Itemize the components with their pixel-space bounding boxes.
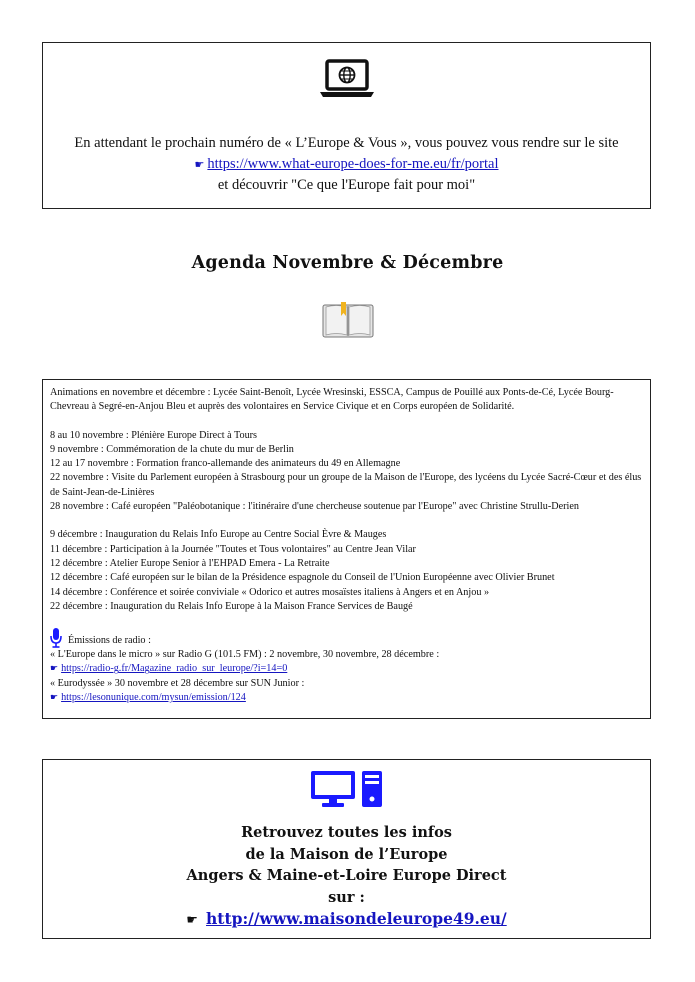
agenda-item: 22 novembre : Visite du Parlement européen à Strasbourg pour un groupe de la Maison de l'Europe, des lycéens du Lycée Sacré-Cœur et des élus de Saint-Jean-de-Linières (50, 472, 642, 498)
footer-box (42, 759, 651, 939)
agenda-item: 9 décembre : Inauguration du Relais Info Europe au Centre Social Èvre & Mauges (50, 529, 387, 541)
agenda-box (42, 379, 651, 719)
footer-link[interactable]: http://www.maisondeleurope49.eu/ (206, 909, 507, 928)
footer-line: sur : (328, 888, 365, 906)
agenda-item: 12 décembre : Café européen sur le bilan de la Présidence espagnole du Conseil de l'Union Européenne avec Olivier Brunet (50, 572, 555, 584)
radio-link[interactable]: https://lesonunique.com/mysun/emission/124 (61, 692, 246, 704)
agenda-item: 22 décembre : Inauguration du Relais Info Europe à la Maison France Services de Baugé (50, 600, 413, 612)
pointing-hand-icon: ☛ (194, 158, 205, 171)
radio-line: « Eurodyssée » 30 novembre et 28 décembre sur SUN Junior : (50, 677, 305, 689)
radio-line: « L'Europe dans le micro » sur Radio G (101.5 FM) : 2 novembre, 30 novembre, 28 décembre : (50, 649, 440, 661)
agenda-item: 9 novembre : Commémoration de la chute du mur de Berlin (50, 443, 294, 455)
agenda-item: 8 au 10 novembre : Plénière Europe Direct à Tours (50, 429, 258, 441)
agenda-item: 11 décembre : Participation à la Journée "Toutes et Tous volontaires" au Centre Jean Vilar (50, 543, 416, 555)
promo-box (42, 42, 651, 209)
footer-line: Retrouvez toutes les infos (241, 824, 452, 841)
promo-line: et découvrir "Ce que l'Europe fait pour moi" (217, 177, 476, 193)
radio-link[interactable]: https://radio-g.fr/Magazine_radio_sur_leurope/?i=14=0 (61, 663, 288, 675)
agenda-item: 12 décembre : Atelier Europe Senior à l'EHPAD Emera - La Retraite (50, 557, 330, 569)
footer-line: de la Maison de l’Europe (245, 845, 448, 863)
radio-heading: Émissions de radio : (68, 634, 151, 646)
promo-line: En attendant le prochain numéro de « L’Europe & Vous », vous pouvez vous rendre sur le site (74, 135, 619, 151)
agenda-intro: Animations en novembre et décembre : Lycée Saint-Benoît, Lycée Wresinski, ESSCA, Campus de Pouillé aux Ponts-de-Cé, Lycée Bourg-Chevreau à Segré-en-Anjou Bleu et auprès des volontaires en Service Civique et en Corps européen de Solidarité. (50, 387, 614, 413)
agenda-title: Agenda Novembre & Décembre (191, 253, 504, 273)
computer-icon (310, 770, 384, 808)
pointing-hand-icon: ☛ (50, 693, 59, 704)
agenda-item: 12 au 17 novembre : Formation franco-allemande des animateurs du 49 en Allemagne (50, 458, 401, 470)
pointing-hand-icon: ☛ (186, 913, 198, 928)
open-book-icon (322, 302, 374, 338)
promo-link[interactable]: https://www.what-europe-does-for-me.eu/fr/portal (207, 156, 499, 172)
laptop-globe-icon (319, 59, 375, 99)
agenda-item: 14 décembre : Conférence et soirée conviviale « Odorico et autres mosaïstes italiens à Angers et en Anjou » (50, 586, 490, 598)
footer-line: Angers & Maine-et-Loire Europe Direct (186, 867, 507, 884)
microphone-icon (50, 628, 62, 648)
agenda-item: 28 novembre : Café européen "Paléobotanique : l'itinéraire d'une chercheuse soutenue par l'Europe" avec Christine Strullu-Derien (50, 501, 579, 513)
pointing-hand-icon: ☛ (50, 664, 59, 675)
